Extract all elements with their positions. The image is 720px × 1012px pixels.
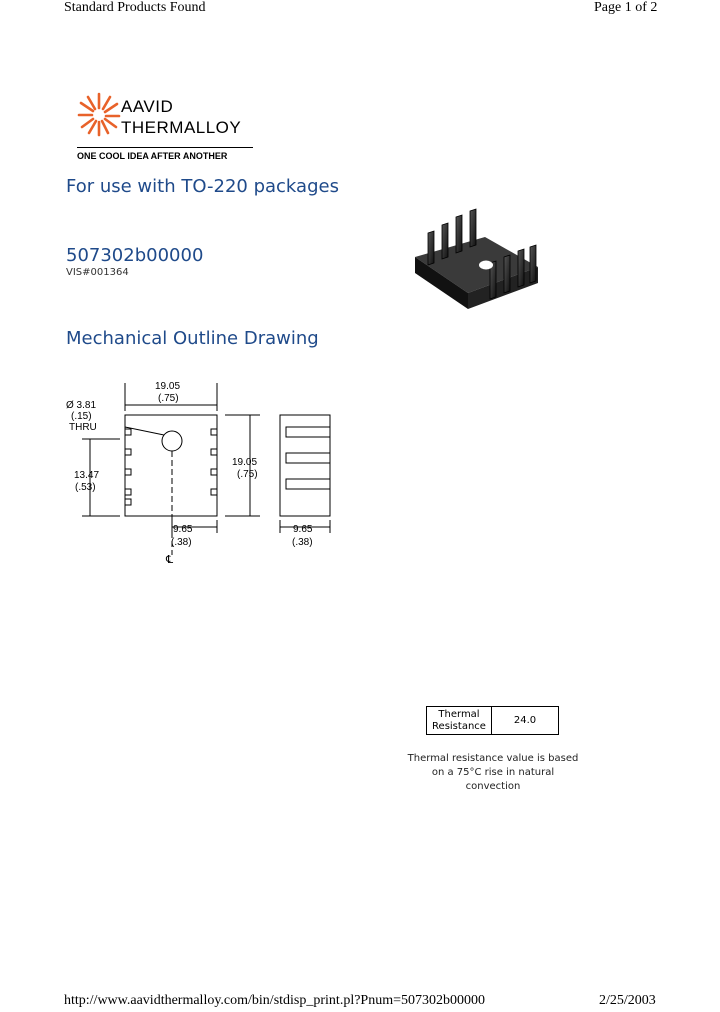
dim-width-in: (.75) (158, 393, 179, 404)
thermal-note: Thermal resistance value is based on a 75°C rise in natural convection (407, 753, 579, 792)
part-number: 507302b00000 (66, 245, 204, 266)
dim-hole-mm: Ø 3.81 (66, 400, 97, 411)
header-title: Standard Products Found (64, 0, 206, 15)
dim-left-mm: 13.47 (74, 470, 100, 481)
thermal-resistance-value: 24.0 (492, 707, 559, 735)
brand-line-2: THERMALLOY (121, 118, 242, 137)
footer-url: http://www.aavidthermalloy.com/bin/stdisp_print.pl?Pnum=507302b00000 (64, 993, 485, 1008)
thermal-resistance-table (426, 706, 559, 735)
dim-left-in: (.53) (75, 482, 96, 493)
brand-tagline: ONE COOL IDEA AFTER ANOTHER (77, 151, 228, 161)
vis-number: VIS#001364 (66, 267, 129, 278)
dim-hole-note: THRU (69, 422, 97, 433)
dim-hole-in: (.15) (71, 411, 92, 422)
dim-center-in: (.38) (171, 537, 192, 548)
dim-side-in: (.38) (292, 537, 313, 548)
dim-height-in: (.75) (237, 469, 258, 480)
centerline-symbol: ℄ (166, 553, 174, 566)
dim-side-mm: 9.65 (293, 524, 313, 535)
footer-date: 2/25/2003 (599, 993, 656, 1008)
header-page-number: Page 1 of 2 (594, 0, 658, 15)
tagline-divider (77, 147, 253, 148)
dim-center-mm: 9.65 (173, 524, 193, 535)
brand-line-1: AAVID (121, 97, 174, 116)
heatsink-photo (410, 205, 540, 325)
section-title: Mechanical Outline Drawing (66, 328, 319, 349)
dim-height-mm: 19.05 (232, 457, 258, 468)
package-headline: For use with TO-220 packages (66, 176, 339, 197)
dim-width-mm: 19.05 (155, 381, 181, 392)
mechanical-drawing (60, 375, 360, 570)
thermal-resistance-label: Thermal Resistance (427, 707, 492, 735)
